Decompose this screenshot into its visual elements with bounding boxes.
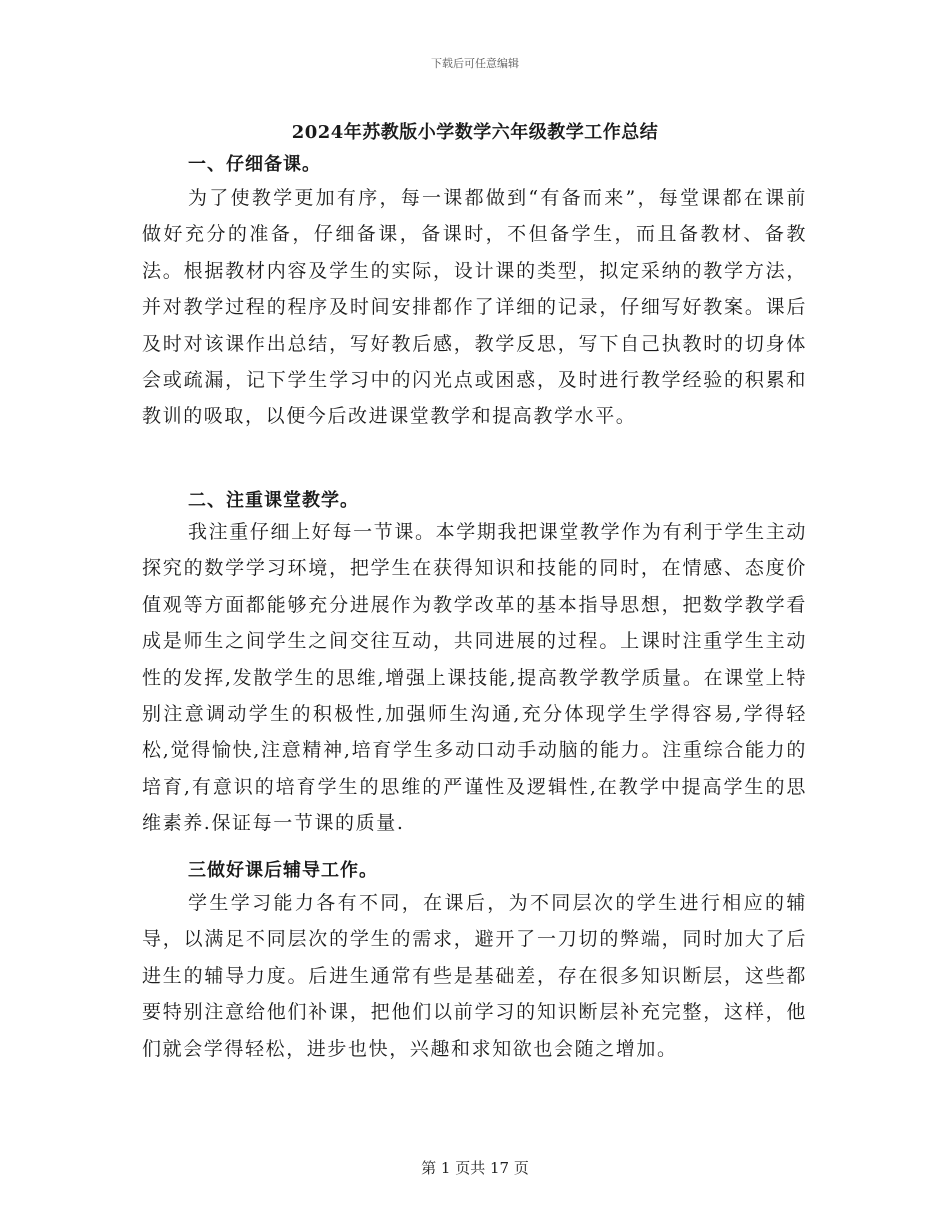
section-heading-2: 二、注重课堂教学。: [188, 490, 359, 511]
section-heading-1: 一、仔细备课。: [188, 154, 321, 175]
page-footer: 第 1 页共 17 页: [421, 1159, 529, 1177]
section-paragraph-3: 学生学习能力各有不同，在课后，为不同层次的学生进行相应的辅导，以满足不同层次的学生的需求，避开了一刀切的弊端，同时加大了后进生的辅导力度。后进生通常有些是基础差，存在很多知识断层，这些都要特别注意给他们补课，把他们以前学习的知识断层补充完整，这样，他们就会学得轻松，进步也快，兴趣和求知欲也会随之增加。: [142, 892, 807, 1060]
section-heading-3: 三做好课后辅导工作。: [188, 860, 378, 881]
document-title: 2024年苏教版小学数学六年级教学工作总结: [291, 122, 659, 143]
header-note: 下载后可任意编辑: [431, 57, 519, 70]
section-paragraph-2: 我注重仔细上好每一节课。本学期我把课堂教学作为有利于学生主动探究的数学学习环境，把学生在获得知识和技能的同时，在情感、态度价值观等方面都能够充分进展作为教学改革的基本指导思想，把数学教学看成是师生之间学生之间交往互动，共同进展的过程。上课时注重学生主动性的发挥,发散学生的思维,增强上课技能,提高教学教学质量。在课堂上特别注意调动学生的积极性,加强师生沟通,充分体现学生学得容易,学得轻松,觉得愉快,注意精神,培育学生多动口动手动脑的能力。注重综合能力的培育,有意识的培育学生的思维的严谨性及逻辑性,在教学中提高学生的思维素养.保证每一节课的质量.: [142, 521, 807, 835]
section-paragraph-1: 为了使教学更加有序，每一课都做到“有备而来”，每堂课都在课前做好充分的准备，仔细备课，备课时，不但备学生，而且备教材、备教法。根据教材内容及学生的实际，设计课的类型，拟定采纳的教学方法，并对教学过程的程序及时间安排都作了详细的记录，仔细写好教案。课后及时对该课作出总结，写好教后感，教学反思，写下自己执教时的切身体会或疏漏，记下学生学习中的闪光点或困惑，及时进行教学经验的积累和教训的吸取，以便今后改进课堂教学和提高教学水平。: [142, 187, 807, 428]
